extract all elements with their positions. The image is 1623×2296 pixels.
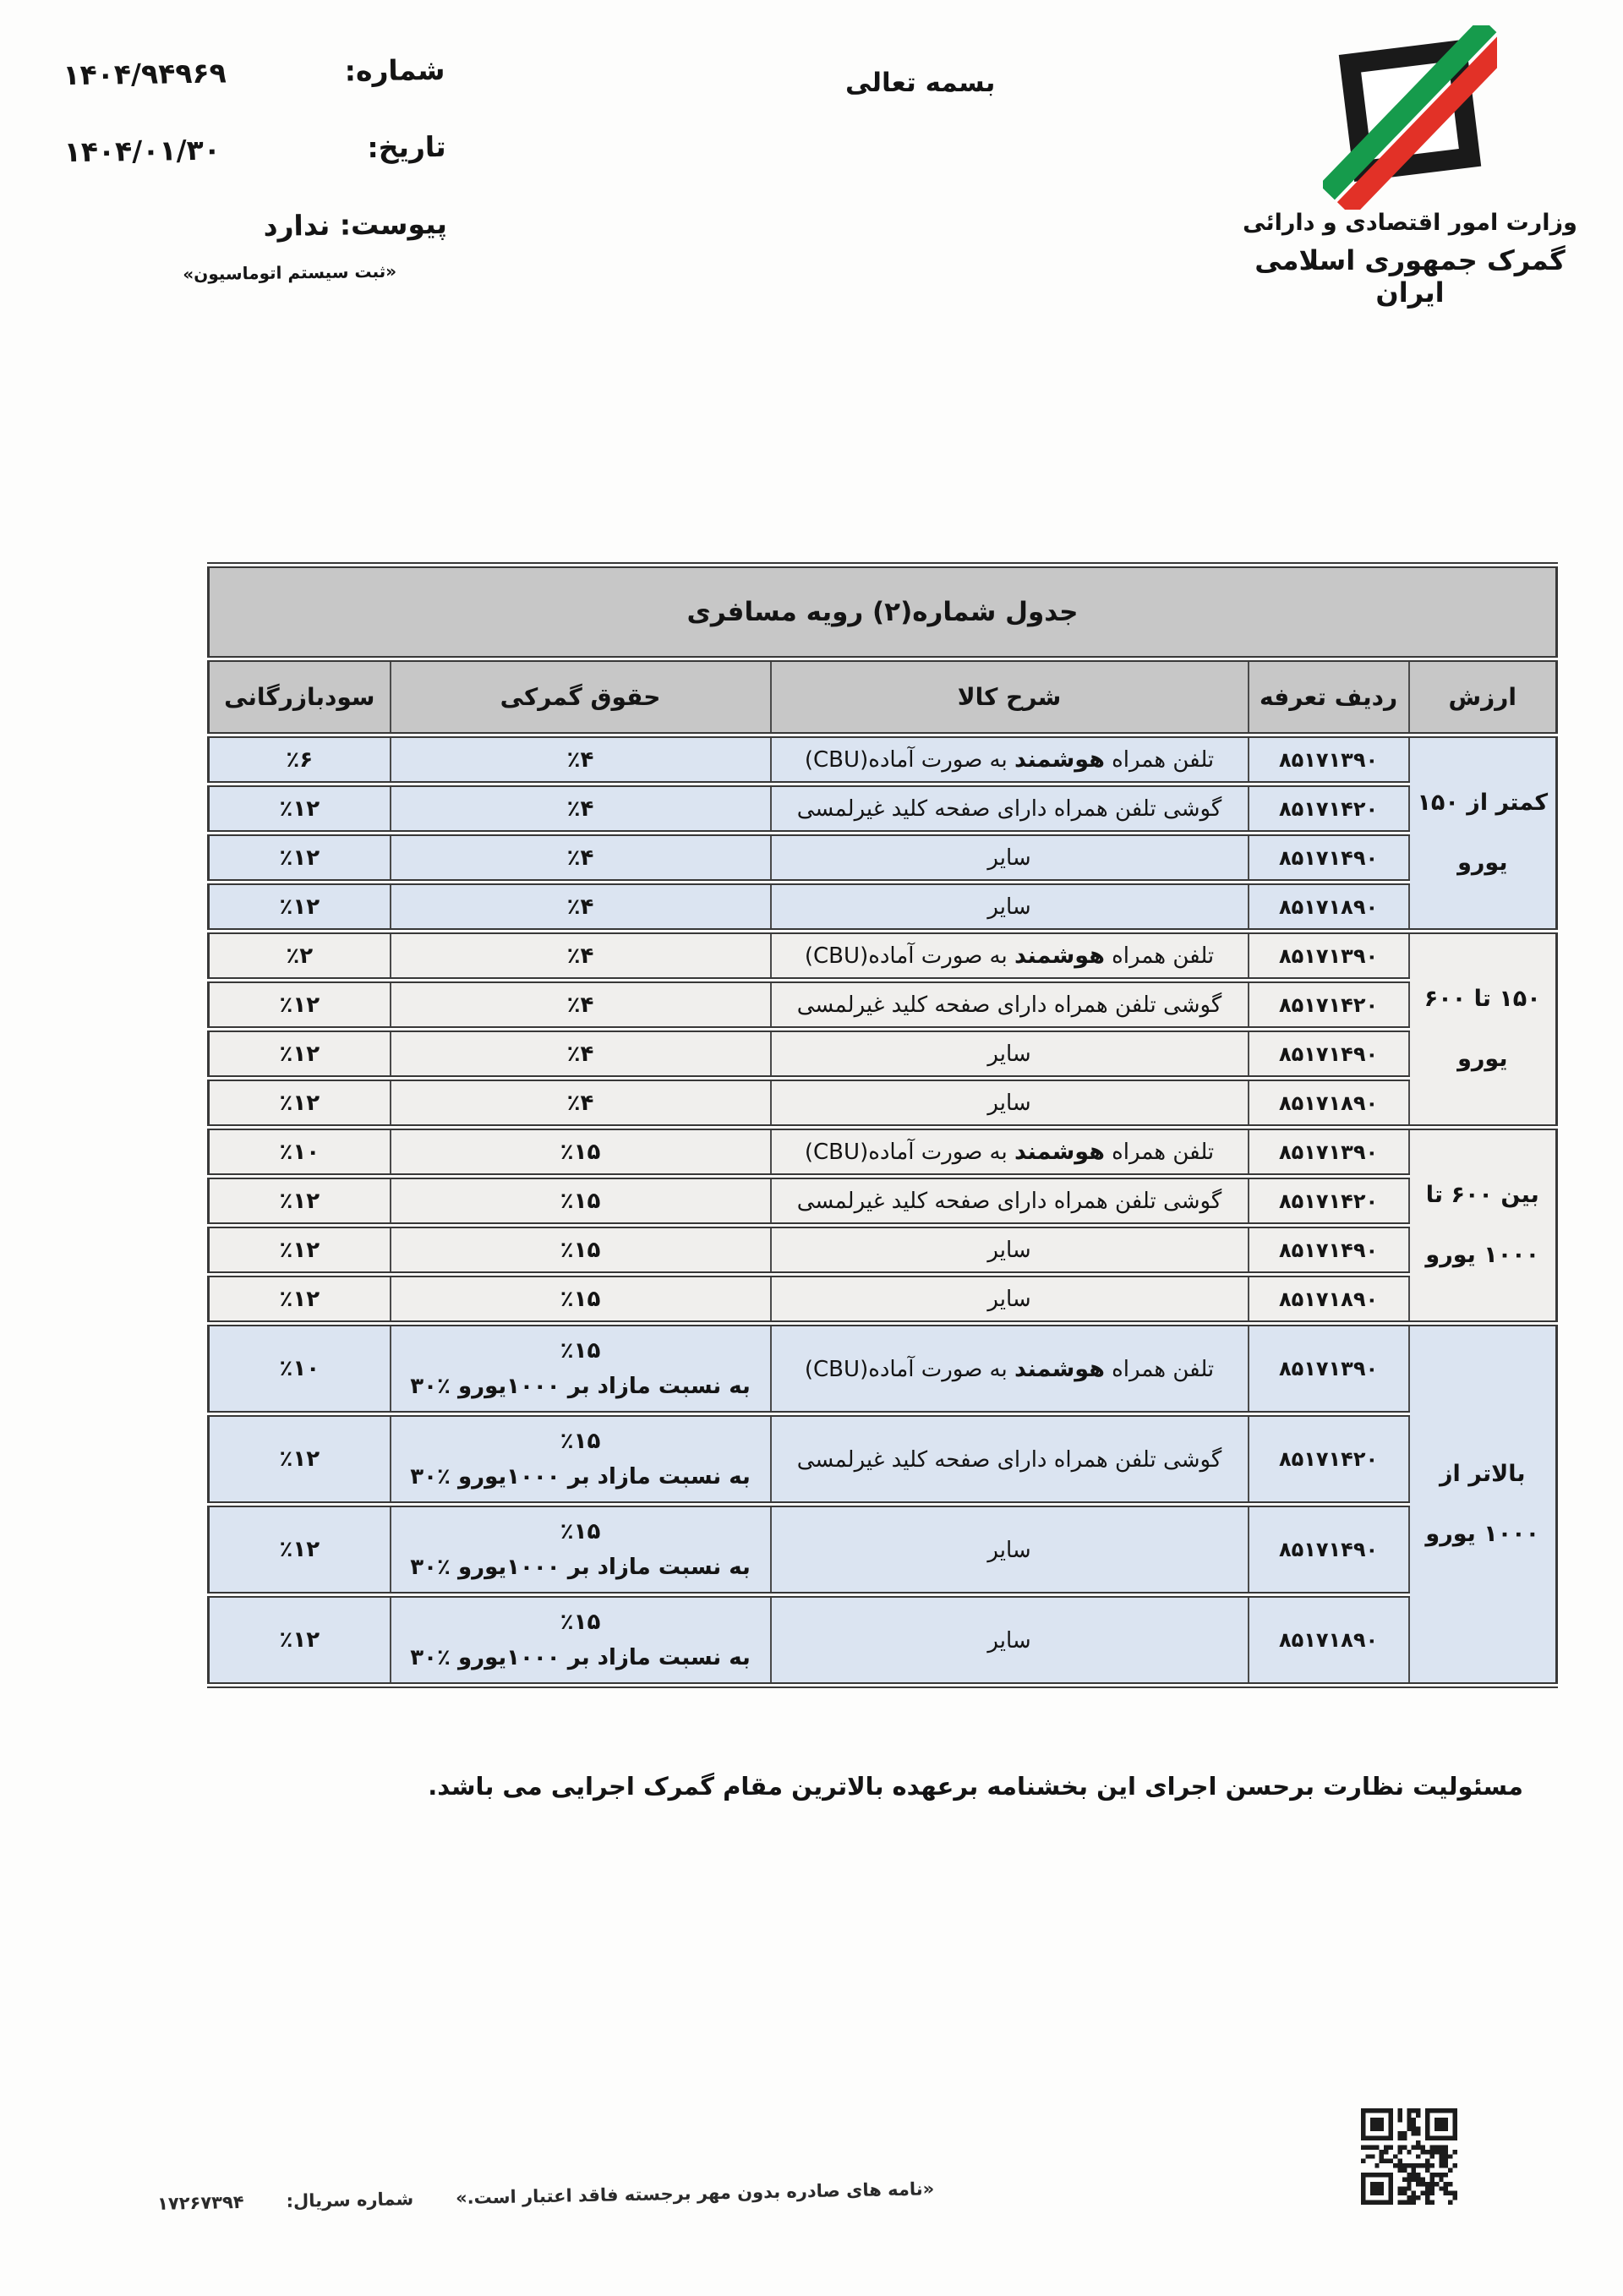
col-header-profit: سودبازرگانی bbox=[209, 659, 391, 735]
duty-value: ٪۱۵ bbox=[560, 1139, 601, 1165]
tariff-code-cell: ۸۵۱۷۱۸۹۰ bbox=[1249, 1275, 1409, 1324]
customs-duty-cell bbox=[391, 1030, 771, 1079]
doc-date-label: تاریخ: bbox=[367, 129, 446, 165]
duty-value: ٪۱۵ bbox=[560, 1519, 601, 1544]
duty-extra-value: به نسبت مازاد بر ۱۰۰۰یورو ٪۳۰ bbox=[410, 1464, 751, 1490]
table-row bbox=[209, 1030, 1557, 1079]
customs-logo-icon bbox=[1323, 25, 1497, 210]
tariff-code-cell: ۸۵۱۷۱۳۹۰ bbox=[1249, 1128, 1409, 1177]
trade-profit-cell: ٪۱۲ bbox=[209, 1177, 391, 1226]
goods-desc-cell bbox=[771, 784, 1249, 834]
doc-date-value: ۱۴۰۴/۰۱/۳۰ bbox=[63, 133, 221, 169]
goods-desc-bold: هوشمند bbox=[1014, 943, 1105, 969]
duty-value: ٪۴ bbox=[566, 746, 594, 773]
goods-desc-text: تلفن همراه bbox=[1104, 747, 1215, 773]
trade-profit-cell: ٪۱۲ bbox=[209, 1226, 391, 1275]
col-header-duty: حقوق گمرکی bbox=[391, 659, 771, 735]
goods-desc-text: گوشی تلفن همراه دارای صفحه کلید غیرلمسی bbox=[796, 1189, 1222, 1214]
doc-number-label: شماره: bbox=[344, 52, 445, 88]
trade-profit-cell: ٪۱۲ bbox=[209, 883, 391, 932]
goods-desc-cell bbox=[771, 1275, 1249, 1324]
table-row bbox=[209, 735, 1557, 784]
trade-profit-cell: ٪۱۲ bbox=[209, 981, 391, 1030]
goods-desc-cell bbox=[771, 1505, 1249, 1595]
customs-duty-cell bbox=[391, 1128, 771, 1177]
attachment-label: پیوست: bbox=[339, 206, 448, 242]
serial-number: ۱۷۲۶۷۳۹۴ bbox=[156, 2191, 244, 2214]
tariff-code-cell: ۸۵۱۷۱۳۹۰ bbox=[1249, 735, 1409, 784]
tariff-code-cell: ۸۵۱۷۱۳۹۰ bbox=[1249, 1324, 1409, 1414]
serial-label: شماره سریال: bbox=[286, 2189, 414, 2211]
tariff-code-cell: ۸۵۱۷۱۴۹۰ bbox=[1249, 1030, 1409, 1079]
tariff-code-cell: ۸۵۱۷۱۴۲۰ bbox=[1249, 784, 1409, 834]
table-row bbox=[209, 1079, 1557, 1128]
document-meta-block bbox=[63, 53, 448, 286]
value-range-cell: بین ۶۰۰ تا ۱۰۰۰ یورو bbox=[1409, 1128, 1557, 1324]
duty-value: ٪۱۵ bbox=[560, 1237, 601, 1263]
goods-desc-text: به صورت آماده(CBU) bbox=[804, 747, 1014, 773]
goods-desc-text: سایر bbox=[987, 1627, 1031, 1654]
goods-desc-text: گوشی تلفن همراه دارای صفحه کلید غیرلمسی bbox=[796, 992, 1222, 1018]
goods-desc-text: سایر bbox=[987, 845, 1031, 871]
tariff-code-cell: ۸۵۱۷۱۴۹۰ bbox=[1249, 834, 1409, 883]
duty-value: ٪۴ bbox=[566, 992, 594, 1018]
tariff-code-cell: ۸۵۱۷۱۸۹۰ bbox=[1249, 1079, 1409, 1128]
goods-desc-cell bbox=[771, 1079, 1249, 1128]
table-row bbox=[209, 834, 1557, 883]
attachment-row bbox=[65, 207, 448, 245]
goods-desc-text: به صورت آماده(CBU) bbox=[804, 1356, 1014, 1382]
trade-profit-cell: ٪۱۲ bbox=[209, 1275, 391, 1324]
duty-value: ٪۴ bbox=[566, 894, 594, 920]
tariff-code-cell: ۸۵۱۷۱۴۹۰ bbox=[1249, 1505, 1409, 1595]
customs-duty-cell bbox=[391, 784, 771, 834]
trade-profit-cell: ٪۱۰ bbox=[209, 1324, 391, 1414]
ministry-name: وزارت امور اقتصادی و دارائی bbox=[1243, 210, 1577, 236]
table-row bbox=[209, 981, 1557, 1030]
goods-desc-bold: هوشمند bbox=[1014, 1355, 1105, 1382]
duty-value: ٪۴ bbox=[566, 943, 594, 969]
goods-desc-text: سایر bbox=[987, 1537, 1031, 1563]
trade-profit-cell: ٪۱۲ bbox=[209, 1595, 391, 1686]
goods-desc-cell bbox=[771, 1226, 1249, 1275]
doc-date-row bbox=[63, 130, 446, 168]
travel-tariff-table bbox=[207, 562, 1558, 1688]
goods-desc-text: سایر bbox=[987, 1238, 1031, 1263]
duty-value: ٪۴ bbox=[566, 1041, 594, 1067]
customs-duty-cell bbox=[391, 735, 771, 784]
tariff-code-cell: ۸۵۱۷۱۳۹۰ bbox=[1249, 932, 1409, 981]
table-row bbox=[209, 1324, 1557, 1414]
bismillah-text: بسمه تعالی bbox=[845, 68, 996, 98]
table-row bbox=[209, 932, 1557, 981]
customs-duty-cell bbox=[391, 1414, 771, 1505]
customs-duty-cell bbox=[391, 932, 771, 981]
tariff-code-cell: ۸۵۱۷۱۴۲۰ bbox=[1249, 1177, 1409, 1226]
table-row bbox=[209, 1128, 1557, 1177]
duty-value: ٪۴ bbox=[566, 795, 594, 822]
table-row bbox=[209, 1505, 1557, 1595]
duty-value: ٪۱۵ bbox=[560, 1610, 601, 1635]
tariff-code-cell: ۸۵۱۷۱۴۲۰ bbox=[1249, 1414, 1409, 1505]
goods-desc-cell bbox=[771, 1128, 1249, 1177]
trade-profit-cell: ٪۱۲ bbox=[209, 1079, 391, 1128]
trade-profit-cell: ٪۲ bbox=[209, 932, 391, 981]
tariff-table-body bbox=[209, 735, 1557, 1686]
goods-desc-text: گوشی تلفن همراه دارای صفحه کلید غیرلمسی bbox=[796, 796, 1222, 822]
goods-desc-text: تلفن همراه bbox=[1104, 1140, 1215, 1165]
goods-desc-bold: هوشمند bbox=[1014, 746, 1105, 773]
goods-desc-cell bbox=[771, 1595, 1249, 1686]
duty-value: ٪۴ bbox=[566, 845, 594, 871]
customs-duty-cell bbox=[391, 981, 771, 1030]
table-title: جدول شماره(۲) رویه مسافری bbox=[209, 566, 1557, 659]
trade-profit-cell: ٪۱۲ bbox=[209, 1030, 391, 1079]
value-range-cell: ۱۵۰ تا ۶۰۰ یورو bbox=[1409, 932, 1557, 1128]
tariff-code-cell: ۸۵۱۷۱۸۹۰ bbox=[1249, 883, 1409, 932]
customs-header-block bbox=[1219, 25, 1601, 309]
customs-duty-cell bbox=[391, 1275, 771, 1324]
duty-value: ٪۱۵ bbox=[560, 1188, 601, 1214]
duty-value: ٪۱۵ bbox=[560, 1429, 601, 1454]
table-row bbox=[209, 1275, 1557, 1324]
automation-note: «ثبت سیستم اتوماسیون» bbox=[183, 260, 397, 285]
goods-desc-bold: هوشمند bbox=[1014, 1139, 1105, 1165]
qr-code bbox=[1361, 2108, 1457, 2205]
goods-desc-cell bbox=[771, 834, 1249, 883]
goods-desc-text: سایر bbox=[987, 1091, 1031, 1116]
value-range-cell: کمتر از ۱۵۰ یورو bbox=[1409, 735, 1557, 932]
customs-duty-cell bbox=[391, 1505, 771, 1595]
table-title-row bbox=[209, 566, 1557, 659]
goods-desc-cell bbox=[771, 1324, 1249, 1414]
goods-desc-text: گوشی تلفن همراه دارای صفحه کلید غیرلمسی bbox=[796, 1446, 1222, 1473]
table-row bbox=[209, 1414, 1557, 1505]
goods-desc-cell bbox=[771, 735, 1249, 784]
duty-value: ٪۱۵ bbox=[560, 1338, 601, 1364]
attachment-value: ندارد bbox=[263, 208, 331, 243]
validity-note: «نامه های صادره بدون مهر برجسته فاقد اعتبار است.» bbox=[455, 2178, 935, 2209]
duty-value: ٪۱۵ bbox=[560, 1286, 601, 1312]
trade-profit-cell: ٪۱۲ bbox=[209, 784, 391, 834]
goods-desc-cell bbox=[771, 1414, 1249, 1505]
execution-responsibility-note: مسئولیت نظارت برحسن اجرای این بخشنامه برعهده بالاترین مقام گمرک اجرایی می باشد. bbox=[428, 1772, 1523, 1801]
table-row bbox=[209, 883, 1557, 932]
table-header-row bbox=[209, 659, 1557, 735]
goods-desc-cell bbox=[771, 1030, 1249, 1079]
tariff-code-cell: ۸۵۱۷۱۴۹۰ bbox=[1249, 1226, 1409, 1275]
goods-desc-text: تلفن همراه bbox=[1104, 1356, 1215, 1382]
trade-profit-cell: ٪۶ bbox=[209, 735, 391, 784]
goods-desc-text: سایر bbox=[987, 1287, 1031, 1312]
doc-number-row bbox=[63, 53, 445, 91]
value-range-cell: بالاتر از ۱۰۰۰ یورو bbox=[1409, 1324, 1557, 1686]
trade-profit-cell: ٪۱۲ bbox=[209, 1414, 391, 1505]
customs-duty-cell bbox=[391, 1324, 771, 1414]
trade-profit-cell: ٪۱۰ bbox=[209, 1128, 391, 1177]
customs-duty-cell bbox=[391, 1177, 771, 1226]
col-header-value: ارزش bbox=[1409, 659, 1557, 735]
table-row bbox=[209, 1226, 1557, 1275]
table-row bbox=[209, 1595, 1557, 1686]
customs-duty-cell bbox=[391, 834, 771, 883]
trade-profit-cell: ٪۱۲ bbox=[209, 834, 391, 883]
tariff-code-cell: ۸۵۱۷۱۸۹۰ bbox=[1249, 1595, 1409, 1686]
goods-desc-text: تلفن همراه bbox=[1104, 943, 1215, 969]
duty-extra-value: به نسبت مازاد بر ۱۰۰۰یورو ٪۳۰ bbox=[410, 1645, 751, 1670]
goods-desc-text: به صورت آماده(CBU) bbox=[804, 1140, 1014, 1165]
organization-name: گمرک جمهوری اسلامی ایران bbox=[1254, 244, 1566, 309]
goods-desc-cell bbox=[771, 883, 1249, 932]
tariff-code-cell: ۸۵۱۷۱۴۲۰ bbox=[1249, 981, 1409, 1030]
customs-duty-cell bbox=[391, 883, 771, 932]
goods-desc-text: به صورت آماده(CBU) bbox=[804, 943, 1014, 969]
customs-duty-cell bbox=[391, 1079, 771, 1128]
customs-duty-cell bbox=[391, 1595, 771, 1686]
serial-line bbox=[157, 2178, 935, 2214]
goods-desc-cell bbox=[771, 1177, 1249, 1226]
goods-desc-text: سایر bbox=[987, 1041, 1031, 1067]
trade-profit-cell: ٪۱۲ bbox=[209, 1505, 391, 1595]
goods-desc-cell bbox=[771, 981, 1249, 1030]
goods-desc-text: سایر bbox=[987, 894, 1031, 920]
duty-extra-value: به نسبت مازاد بر ۱۰۰۰یورو ٪۳۰ bbox=[410, 1555, 751, 1580]
duty-value: ٪۴ bbox=[566, 1090, 594, 1116]
doc-number-value: ۱۴۰۴/۹۴۹۶۹ bbox=[63, 56, 227, 92]
table-row bbox=[209, 1177, 1557, 1226]
table-row bbox=[209, 784, 1557, 834]
goods-desc-cell bbox=[771, 932, 1249, 981]
customs-duty-cell bbox=[391, 1226, 771, 1275]
duty-extra-value: به نسبت مازاد بر ۱۰۰۰یورو ٪۳۰ bbox=[410, 1374, 751, 1399]
col-header-tariff: ردیف تعرفه bbox=[1249, 659, 1409, 735]
col-header-goods: شرح کالا bbox=[771, 659, 1249, 735]
